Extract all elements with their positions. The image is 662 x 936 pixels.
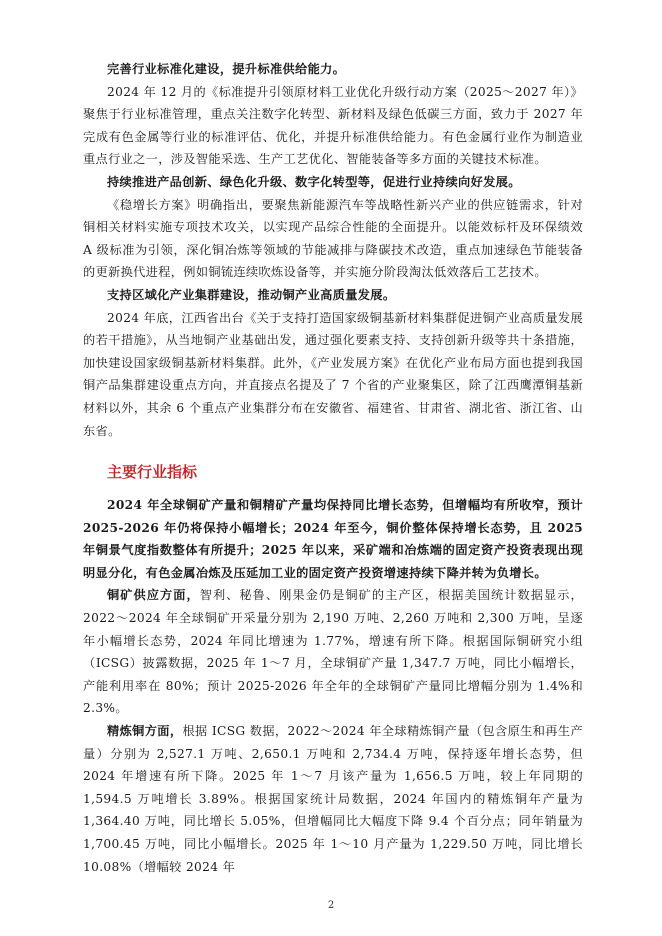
- paragraph-heading-clusters: 支持区域化产业集群建设，推动铜产业高质量发展。: [107, 287, 396, 302]
- paragraph-heading-standards: 完善行业标准化建设，提升标准供给能力。: [107, 62, 346, 76]
- page-number: 2: [327, 900, 335, 911]
- summary-paragraph: 2024 年全球铜矿产量和铜精矿产量均保持同比增长态势，但增幅均有所收窄，预计 2025-2026 年仍将保持小幅增长；2024 年至今，铜价整体保持增长态势，且 2025 年铜景气度指数整体有所提升；2025 年以来，采矿端和冶炼端的固定资产投资表现出现明显分化，有色金属冶炼及压延加工业的固定资产投资增速持续下降并转为负增长。: [83, 498, 583, 580]
- refined-copper-text: 根据 ICSG 数据，2022～2024 年全球精炼铜产量（包含原生和再生产量）分别为 2,527.1 万吨、2,650.1 万吨和 2,734.4 万吨，保持逐年增长态势，但 2024 年增速有所下降。2025 年 1～7 月该产量为 1,656.5 万吨，较上年同期的 1,594.5 万吨增长 3.89%。根据国家统计局数据，2024 年国内的精炼铜年产量为 1,364.40 万吨，同比增长 5.05%，但增幅同比大幅度下降 9.4 个百分点；同年销量为 1,700.45 万吨，同比小幅增长。2025 年 1～10 月产量为 1,229.50 万吨，同比增长 10.08%（增幅较 2024 年: [83, 724, 583, 874]
- paragraph-copper-supply: [83, 584, 583, 720]
- section-title-indicators: 主要行业指标: [107, 463, 198, 482]
- copper-supply-lead: 铜矿供应方面，: [107, 588, 200, 603]
- paragraph-standards: 2024 年 12 月的《标准提升引领原材料工业优化升级行动方案（2025～2027 年）》聚焦于行业标准管理，重点关注数字化转型、新材料及绿色低碳三方面，致力于 2027 年完成有色金属等行业的标准评估、优化，并提升标准供给能力。有色金属行业作为制造业重点行业之一，涉及智能采选、生产工艺优化、智能装备等多方面的关键技术标准。: [83, 84, 583, 167]
- copper-supply-text: 智利、秘鲁、刚果金仍是铜矿的主产区，根据美国统计数据显示，2022～2024 年全球铜矿开采量分别为 2,190 万吨、2,260 万吨和 2,300 万吨，呈逐年小幅增长态势，2024 年同比增速为 1.77%，增速有所下降。根据国际铜研究小组（ICSG）披露数据，2025 年 1～7 月，全球铜矿产量 1,347.7 万吨，同比小幅增长，产能利用率在 80%；预计 2025-2026 年全年的全球铜矿产量同比增幅分别为 1.4%和 2.3%。: [83, 588, 584, 716]
- paragraph-refined-copper: [83, 720, 583, 878]
- paragraph-innovation: 《稳增长方案》明确指出，要聚焦新能源汽车等战略性新兴产业的供应链需求，针对铜相关材料实施专项技术攻关，以实现产品综合性能的全面提升。以能效标杆及环保绩效 A 级标准为引领，深化铜冶炼等领域的节能减排与降碳技术改造，重点加速绿色节能装备的更新换代进程，例如铜锍连续吹炼设备等，并实施分阶段淘汰低效落后工艺技术。: [83, 197, 583, 280]
- refined-copper-lead: 精炼铜方面，: [107, 724, 183, 739]
- paragraph-clusters: 2024 年底，江西省出台《关于支持打造国家级铜基新材料集群促进铜产业高质量发展的若干措施》，从当地铜产业基础出发，通过强化要素支持、支持创新升级等共十条措施，加快建设国家级铜基新材料集群。此外，《产业发展方案》在优化产业布局方面也提到我国铜产品集群建设重点方向，并直接点名提及了 7 个省的产业聚集区，除了江西鹰潭铜基新材料以外，其余 6 个重点产业集群分布在安徽省、福建省、甘肃省、湖北省、浙江省、山东省。: [83, 310, 583, 438]
- paragraph-heading-innovation: 持续推进产品创新、绿色化升级、数字化转型等，促进行业持续向好发展。: [107, 174, 521, 189]
- document-body: [83, 58, 583, 878]
